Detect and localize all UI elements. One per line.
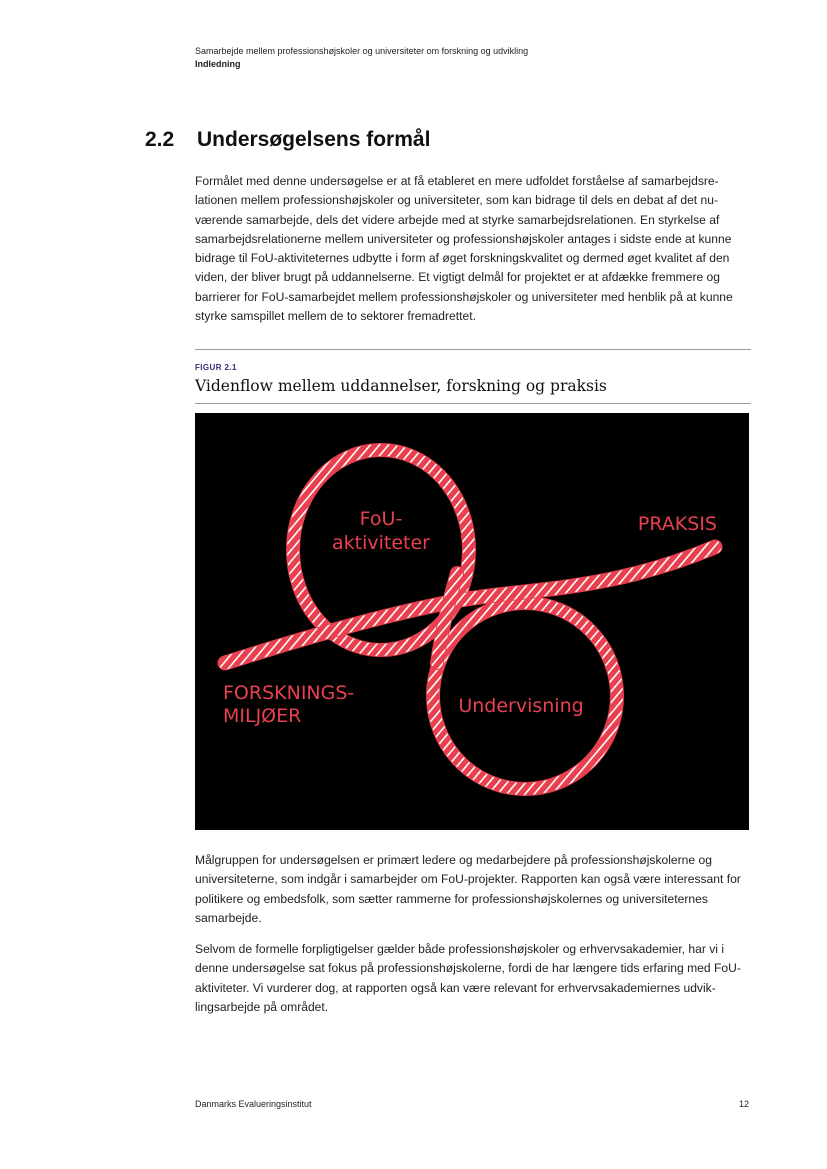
report-title: Samarbejde mellem professionshøjskoler og universiteter om forskning og udvikling xyxy=(195,46,529,56)
rope-diagram-svg xyxy=(195,413,749,830)
target-group-paragraph: Målgruppen for undersøgelsen er primært ledere og medarbejdere på professionshøjskolerne og universiteterne, som indgår i samarbejder om FoU-projekter. Rapporten kan også være interessant for politikere og embedsfolk, som sætter rammerne for professionshøjskolernes og universiteternes samarbejde. xyxy=(195,853,741,925)
fou-label-line2: aktiviteter xyxy=(332,532,430,554)
chapter-title: Indledning xyxy=(195,59,241,69)
forskning-label-line2: MILJØER xyxy=(223,705,302,727)
section-number: 2.2 xyxy=(145,128,175,151)
footer-organization: Danmarks Evalueringsinstitut xyxy=(195,1099,312,1109)
forskning-label-line1: FORSKNINGS- xyxy=(223,682,355,704)
fou-label-line1: FoU- xyxy=(359,508,403,530)
praksis-label: PRAKSIS xyxy=(637,513,717,535)
figure-label: FIGUR 2.1 xyxy=(195,363,237,372)
section-title: Undersøgelsens formål xyxy=(197,128,431,151)
figure-title: Videnflow mellem uddannelser, forskning og praksis xyxy=(195,377,607,395)
focus-paragraph: Selvom de formelle forpligtigelser gælder både professionshøjskoler og erhvervsakademier, har vi i denne undersøgelse sat fokus på professionshøjskolerne, fordi de har længere tids erfaring med FoU-aktiviteter. Vi vurderer dog, at rapporten også kan være relevant for erhvervsakademiernes udviklingsarbejde på området. xyxy=(195,942,741,1014)
figure-top-divider xyxy=(195,349,751,350)
rope-diagram xyxy=(195,413,749,830)
undervisning-label: Undervisning xyxy=(458,695,584,717)
figure-title-divider xyxy=(195,403,751,404)
running-header xyxy=(195,45,528,71)
section-heading xyxy=(145,128,430,152)
purpose-paragraph: Formålet med denne undersøgelse er at få etableret en mere udfoldet forståelse af samarbejdsrelationen mellem professionshøjskoler og universiteter, som kan bidrage til dels en debat af det nuværende samarbejde, dels det videre arbejde med at styrke samarbejdsrelationen. En styrkelse af samarbejdsrelationerne mellem universiteter og professionshøjskoler antages i sidste ende at kunne bidrage til FoU-aktiviteternes udbytte i form af øget forskningskvalitet og dermed øget kvalitet af den viden, der bliver brugt på uddannelserne. Et vigtigt delmål for projektet er at afdække fremmere og barrierer for FoU-samarbejdet mellem professionshøjskoler og universiteter med henblik på at kunne styrke samspillet mellem de to sektorer fremadrettet. xyxy=(195,174,733,324)
page-number: 12 xyxy=(738,1099,749,1109)
